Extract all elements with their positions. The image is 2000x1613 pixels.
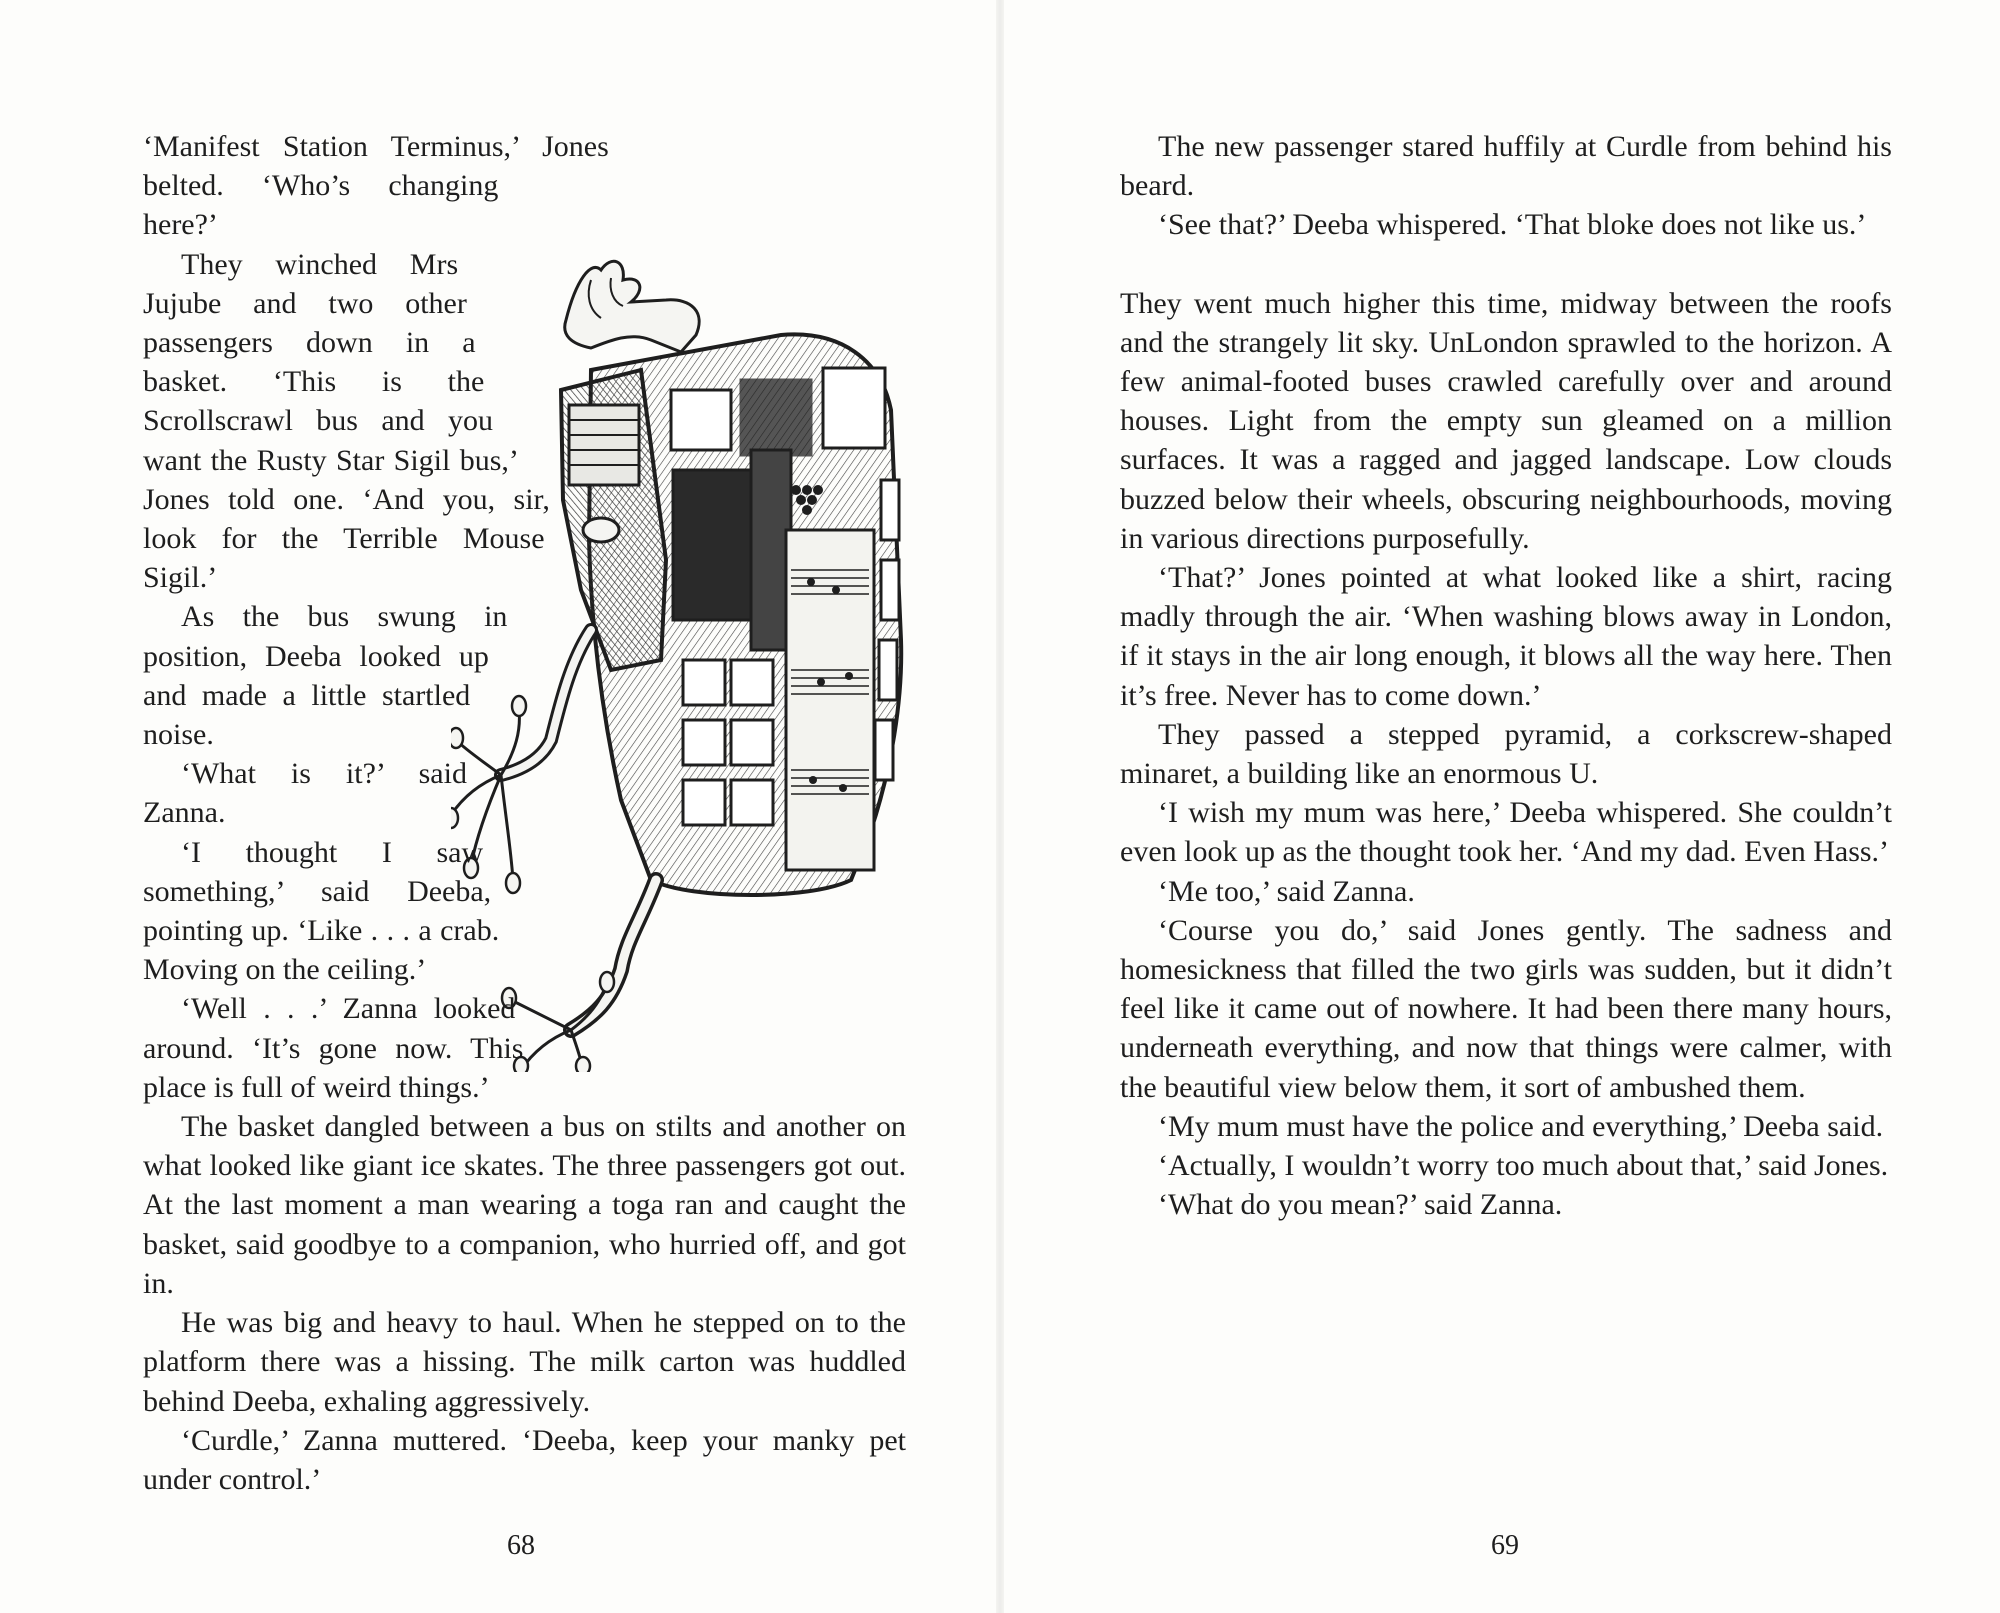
left-page-text: [143, 127, 906, 1499]
left-paragraph: ‘What is it?’ said Zanna.: [143, 757, 467, 830]
right-paragraph: ‘My mum must have the police and everything,’ Deeba said.: [1158, 1109, 1884, 1143]
right-paragraph: ‘Actually, I wouldn’t worry too much about that,’ said Jones.: [1158, 1149, 1889, 1183]
left-paragraph: ‘I thought I saw something,’ said Deeba, pointing up. ‘Like . . . a crab. Moving on the ceiling.’: [143, 835, 500, 987]
right-paragraph: They passed a stepped pyramid, a corkscrew-shaped minaret, a building like an enormous U.: [1120, 717, 1892, 791]
page-number-left: 68: [507, 1530, 535, 1561]
right-paragraph: ‘I wish my mum was here,’ Deeba whispered. She couldn’t even look up as the thought took her. ‘And my dad. Even Hass.’: [1120, 796, 1892, 869]
right-paragraph: ‘What do you mean?’ said Zanna.: [1158, 1188, 1563, 1222]
right-paragraph: The new passenger stared huffily at Curdle from behind his beard.: [1120, 130, 1892, 203]
right-paragraph: They went much higher this time, midway between the roofs and the strangely lit sky. UnLondon sprawled to the horizon. A few animal-footed buses crawled carefully over and around houses. Light from the empty sun gleamed on a million surfaces. It was a ragged and jagged landscape. Low clouds buzzed below their wheels, obscuring neighbourhoods, moving in various directions purposefully.: [1120, 286, 1892, 555]
left-paragraph: ‘Well . . .’ Zanna looked around. ‘It’s gone now. This place is full of weird things.’: [143, 992, 524, 1104]
left-paragraph: The basket dangled between a bus on stilts and another on what looked like giant ice skates. The three passengers got out. At the last moment a man wearing a toga ran and caught the basket, said goodbye to a companion, who hurried off, and got in.: [143, 1110, 906, 1300]
page-number-right: 69: [1491, 1530, 1519, 1561]
right-page-text: [1120, 127, 1892, 1224]
left-paragraph: They winched Mrs Jujube and two other passengers down in a basket. ‘This is the Scrollscrawl bus and you want the Rusty Star Sigil bus,’ Jones told one. ‘And you, sir, look for the Terrible Mouse Sigil.’: [143, 247, 550, 595]
right-paragraph: ‘Course you do,’ said Jones gently. The sadness and homesickness that filled the two girls was sudden, but it didn’t feel like it came out of nowhere. It had been there many hours, underneath everything, and now that things were calmer, with the beautiful view below them, it sort of ambushed them.: [1120, 913, 1892, 1104]
right-paragraph: ‘That?’ Jones pointed at what looked like a shirt, racing madly through the air. ‘When washing blows away in London, if it stays in the air long enough, it blows all the way here. Then it’s free. Never has to come down.’: [1120, 561, 1892, 712]
left-paragraph: He was big and heavy to haul. When he stepped on to the platform there was a hissing. The milk carton was huddled behind Deeba, exhaling aggressively.: [143, 1306, 906, 1418]
right-paragraph: ‘See that?’ Deeba whispered. ‘That bloke does not like us.’: [1158, 208, 1867, 242]
left-paragraph: As the bus swung in position, Deeba looked up and made a little startled noise.: [143, 600, 508, 752]
left-paragraph: ‘Manifest Station Terminus,’ Jones belted. ‘Who’s changing here?’: [143, 130, 609, 242]
right-paragraph: ‘Me too,’ said Zanna.: [1158, 874, 1415, 908]
right-page: [1000, 0, 2000, 1613]
left-paragraph: ‘Curdle,’ Zanna muttered. ‘Deeba, keep your manky pet under control.’: [143, 1423, 906, 1496]
walking-bus-illustration-icon: [451, 240, 906, 1072]
